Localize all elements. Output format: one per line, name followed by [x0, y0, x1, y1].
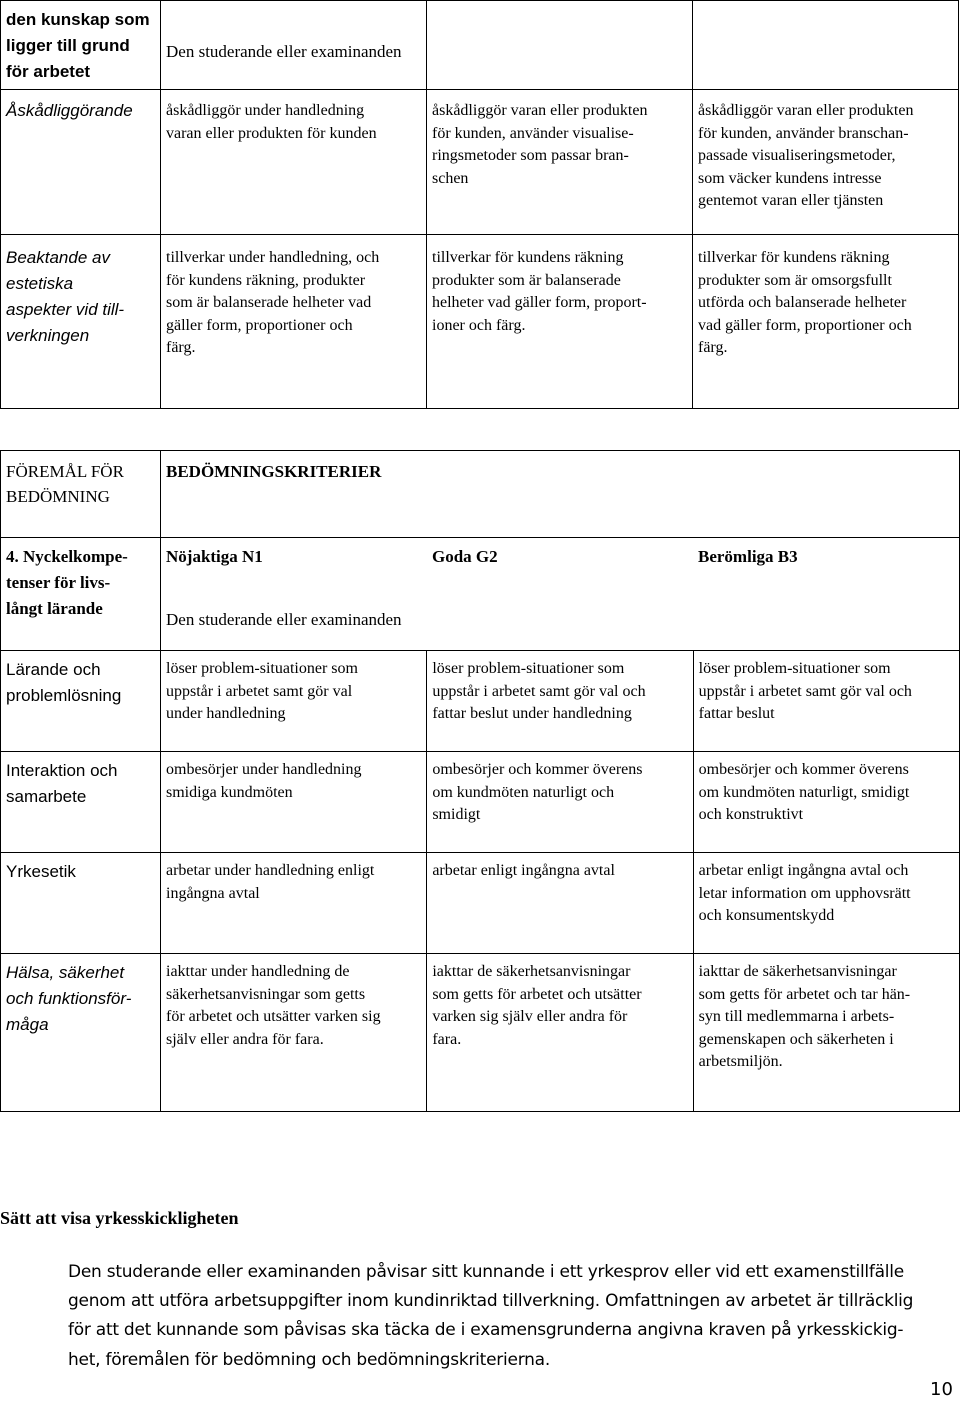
cell-b3: åskådliggör varan eller produkten för kunden, använder branschan- passade visualiseringsmetoder, som väcker kundens intresse gentemot varan eller tjänsten [693, 90, 959, 235]
table-row [1, 538, 960, 651]
table-row [1, 752, 960, 853]
cell-b3: löser problem-situationer som uppstår i arbetet samt gör val och fattar beslut [693, 651, 959, 752]
subject-label: Den studerande eller examinanden [166, 610, 402, 629]
row-label-interaction: Interaktion och samarbete [1, 752, 161, 853]
empty-cell [693, 1, 959, 90]
table-row [1, 451, 960, 538]
levels-cell [161, 538, 960, 651]
table-row [1, 853, 960, 954]
level-g2: Goda G2 [432, 547, 498, 566]
cell-n1: ombesörjer under handledning smidiga kundmöten [161, 752, 427, 853]
row-label-learning: Lärande och problemlösning [1, 651, 161, 752]
cell-n1: åskådliggör under handledning varan eller produkten för kunden [161, 90, 427, 235]
table-row [1, 1, 959, 90]
table-row [1, 651, 960, 752]
empty-cell [427, 1, 693, 90]
assessment-criteria-header: BEDÖMNINGSKRITERIER [161, 451, 960, 538]
section-title: Sätt att visa yrkesskickligheten [0, 1208, 239, 1228]
row-label-visualization: Åskådliggörande [1, 90, 161, 235]
criteria-table-key-competences [0, 450, 960, 1112]
criteria-table-top [0, 0, 959, 409]
cell-g2: iakttar de säkerhetsanvisningar som getts för arbetet och utsätter varken sig själv eller andra för fara. [427, 954, 693, 1112]
cell-b3: tillverkar för kundens räkning produkter som är omsorgsfullt utförda och balanserade helheter vad gäller form, proportioner och färg. [693, 235, 959, 409]
table-row [1, 954, 960, 1112]
subject-cell [161, 1, 427, 90]
row-label-health-safety: Hälsa, säkerhet och funktionsför- måga [1, 954, 161, 1112]
row-label-ethics: Yrkesetik [1, 853, 161, 954]
page-number: 10 [930, 1379, 953, 1400]
knowledge-basis-header: den kunskap som ligger till grund för arbetet [1, 1, 161, 90]
cell-n1: iakttar under handledning de säkerhetsanvisningar som getts för arbetet och utsätter varken sig själv eller andra för fara. [161, 954, 427, 1112]
cell-g2: löser problem-situationer som uppstår i arbetet samt gör val och fattar beslut under handledning [427, 651, 693, 752]
cell-n1: arbetar under handledning enligt ingångna avtal [161, 853, 427, 954]
row-label-aesthetics: Beaktande av estetiska aspekter vid till- verkningen [1, 235, 161, 409]
cell-g2: tillverkar för kundens räkning produkter som är balanserade helheter vad gäller form, proport- ioner och färg. [427, 235, 693, 409]
cell-n1: tillverkar under handledning, och för kundens räkning, produkter som är balanserade helheter vad gäller form, proportioner och färg. [161, 235, 427, 409]
level-n1: Nöjaktiga N1 [166, 547, 263, 566]
cell-g2: ombesörjer och kommer överens om kundmöten naturligt och smidigt [427, 752, 693, 853]
cell-n1: löser problem-situationer som uppstår i arbetet samt gör val under handledning [161, 651, 427, 752]
section-paragraph: Den studerande eller examinanden påvisar sitt kunnande i ett yrkesprov eller vid ett examenstillfälle genom att utföra arbetsuppgifter inom kundinriktad tillverkning. Omfattningen av arbetet är tillräcklig för att det kunnande som påvisas ska täcka de i examensgrunderna angivna kraven på yrkesskickig- het, föremålen för bedömning och bedömningskriterierna. [68, 1262, 914, 1370]
assessment-object-header: FÖREMÅL FÖR BEDÖMNING [1, 451, 161, 538]
table-row [1, 235, 959, 409]
subject-label: Den studerande eller examinanden [166, 42, 402, 62]
table-row [1, 90, 959, 235]
cell-b3: iakttar de säkerhetsanvisningar som getts för arbetet och tar hän- syn till medlemmarna i arbets- gemenskapen och säkerheten i arbetsmiljön. [693, 954, 959, 1112]
cell-b3: ombesörjer och kommer överens om kundmöten naturligt, smidigt och konstruktivt [693, 752, 959, 853]
cell-g2: arbetar enligt ingångna avtal [427, 853, 693, 954]
level-b3: Berömliga B3 [698, 547, 798, 566]
key-competences-label: 4. Nyckelkompe- tenser för livs- långt lärande [1, 538, 161, 651]
cell-b3: arbetar enligt ingångna avtal och letar information om upphovsrätt och konsumentskydd [693, 853, 959, 954]
cell-g2: åskådliggör varan eller produkten för kunden, använder visualise- ringsmetoder som passar bran- schen [427, 90, 693, 235]
